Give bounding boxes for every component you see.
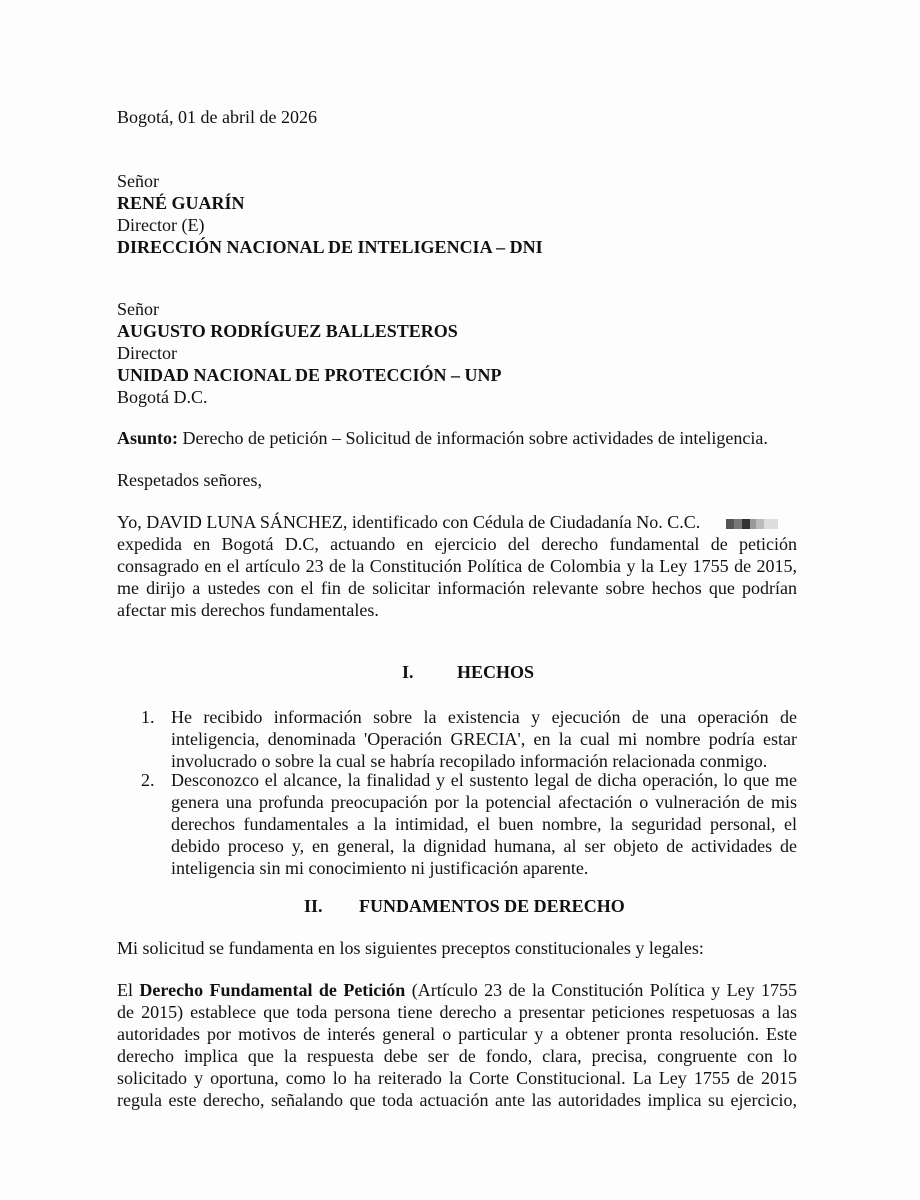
section-title: HECHOS bbox=[457, 662, 535, 682]
item-number: 2. bbox=[141, 770, 155, 790]
subject-line bbox=[117, 427, 797, 449]
recipient-block-unp bbox=[117, 298, 797, 408]
recipient-entity: UNIDAD NACIONAL DE PROTECCIÓN – UNP bbox=[117, 365, 502, 385]
intro-paragraph bbox=[117, 511, 797, 621]
item-line: Desconozco el alcance, la finalidad y el sustento legal de dicha operación, lo que me bbox=[171, 770, 797, 790]
recipient-city: Bogotá D.C. bbox=[117, 387, 208, 407]
para-line: solicitado y oportuna, como lo ha reiterado la Corte Constitucional. La Ley 1755 de 2015 bbox=[117, 1068, 797, 1088]
section-heading-fundamentos bbox=[304, 895, 625, 917]
para-line: derecho implica que la respuesta debe ser de fondo, clara, precisa, congruente con lo bbox=[117, 1046, 797, 1066]
subject-label: Asunto: bbox=[117, 428, 179, 448]
recipient-title: Director (E) bbox=[117, 215, 205, 235]
fundamentos-intro: Mi solicitud se fundamenta en los siguientes preceptos constitucionales y legales: bbox=[117, 938, 704, 958]
item-line: inteligencia, denominada 'Operación GRECIA', en la cual mi nombre podría estar bbox=[171, 729, 797, 749]
salutation: Señor bbox=[117, 171, 159, 191]
item-line: He recibido información sobre la existencia y ejecución de una operación de bbox=[171, 707, 797, 727]
recipient-block-dni bbox=[117, 170, 797, 258]
intro-line: consagrado en el artículo 23 de la Constitución Política de Colombia y la Ley 1755 de 2015, bbox=[117, 556, 797, 576]
redacted-id-number bbox=[726, 519, 778, 529]
section-numeral: II. bbox=[304, 896, 323, 916]
recipient-name: AUGUSTO RODRÍGUEZ BALLESTEROS bbox=[117, 321, 458, 341]
intro-line: expedida en Bogotá D.C, actuando en ejercicio del derecho fundamental de petición bbox=[117, 534, 797, 554]
recipient-name: RENÉ GUARÍN bbox=[117, 193, 245, 213]
recipient-title: Director bbox=[117, 343, 177, 363]
para-line: regula este derecho, señalando que toda actuación ante las autoridades implica su ejercicio, bbox=[117, 1090, 797, 1110]
section-numeral: I. bbox=[402, 662, 414, 682]
intro-line: Yo, DAVID LUNA SÁNCHEZ, identificado con Cédula de Ciudadanía No. C.C. bbox=[117, 511, 797, 533]
item-number: 1. bbox=[141, 707, 155, 727]
item-line: genera una profunda preocupación por la potencial afectación o vulneración de mis bbox=[171, 792, 797, 812]
para-line: de 2015) establece que toda persona tiene derecho a presentar peticiones respetuosas a las bbox=[117, 1002, 797, 1022]
item-line: involucrado o sobre la cual se habría recopilado información relacionada conmigo. bbox=[171, 751, 768, 771]
fundamentos-paragraph bbox=[117, 979, 797, 1111]
item-line: derechos fundamentales a la intimidad, el buen nombre, la seguridad personal, el bbox=[171, 814, 797, 834]
para-line: El Derecho Fundamental de Petición (Artículo 23 de la Constitución Política y Ley 1755 bbox=[117, 980, 797, 1000]
para-line: autoridades por motivos de interés general o particular y a obtener pronta resolución. Este bbox=[117, 1024, 797, 1044]
item-line: inteligencia sin mi conocimiento ni justificación aparente. bbox=[171, 858, 589, 878]
recipient-entity: DIRECCIÓN NACIONAL DE INTELIGENCIA – DNI bbox=[117, 237, 543, 257]
greeting: Respetados señores, bbox=[117, 470, 262, 490]
subject-text: Derecho de petición – Solicitud de información sobre actividades de inteligencia. bbox=[178, 428, 768, 448]
section-heading-hechos bbox=[402, 661, 535, 683]
intro-line: me dirijo a ustedes con el fin de solicitar información relevante sobre hechos que podrían bbox=[117, 578, 797, 598]
date-line: Bogotá, 01 de abril de 2026 bbox=[117, 107, 317, 127]
salutation: Señor bbox=[117, 299, 159, 319]
item-line: debido proceso y, en general, la dignidad humana, al ser objeto de actividades de bbox=[171, 836, 797, 856]
intro-line: afectar mis derechos fundamentales. bbox=[117, 600, 379, 620]
section-title: FUNDAMENTOS DE DERECHO bbox=[359, 896, 625, 916]
